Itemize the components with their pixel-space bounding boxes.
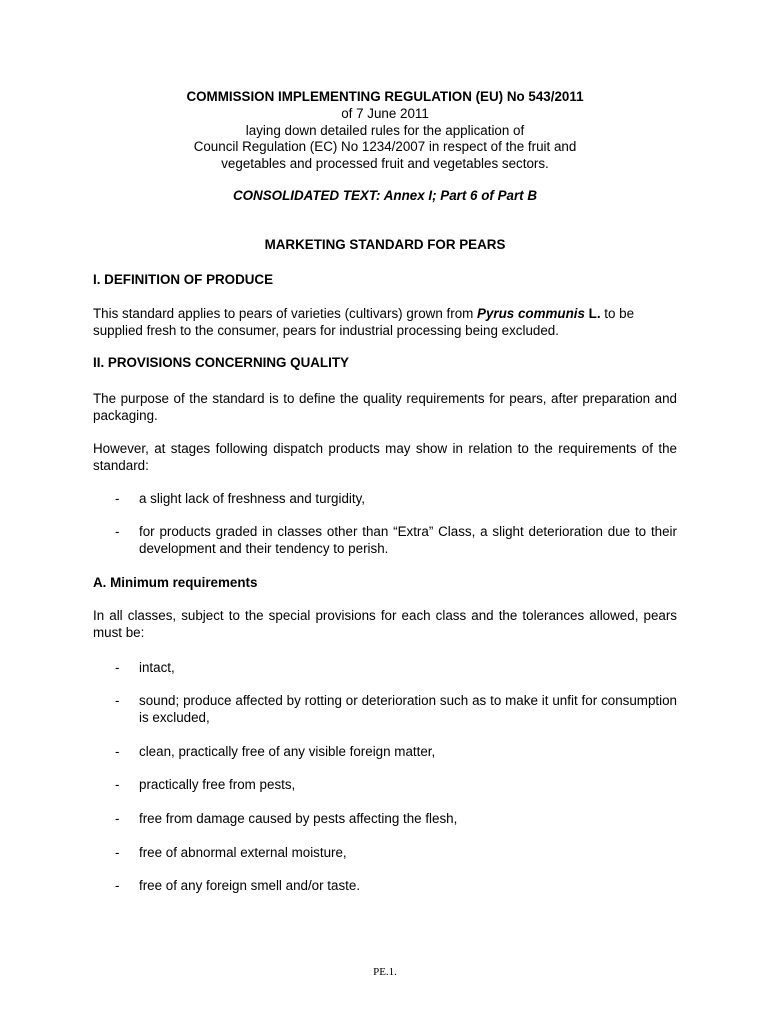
regulation-subtitle-line-2: Council Regulation (EC) No 1234/2007 in respect of the fruit and xyxy=(193,139,577,154)
standard-title: MARKETING STANDARD FOR PEARS xyxy=(264,237,506,252)
species-name: Pyrus communis xyxy=(477,306,585,321)
section-heading-minimum-requirements: A. Minimum requirements xyxy=(93,575,258,590)
bullet-dash: - xyxy=(115,524,120,539)
list-item xyxy=(115,743,677,760)
consolidated-text-label: CONSOLIDATED TEXT: Annex I; Part 6 of Part B xyxy=(232,188,538,203)
section-heading-quality: II. PROVISIONS CONCERNING QUALITY xyxy=(93,355,349,370)
regulation-subtitle-line-3: vegetables and processed fruit and vegetables sectors. xyxy=(221,156,549,171)
list-item xyxy=(115,877,677,894)
quality-purpose-paragraph: The purpose of the standard is to define the quality requirements for pears, after preparation and packaging. xyxy=(93,391,677,423)
bullet-dash: - xyxy=(115,845,120,860)
list-item-text: for products graded in classes other than “Extra” Class, a slight deterioration due to their development and their tendency to perish. xyxy=(139,524,677,556)
bullet-dash: - xyxy=(115,811,120,826)
list-item-text: free from damage caused by pests affecting the flesh, xyxy=(139,811,458,826)
list-item-text: clean, practically free of any visible foreign matter, xyxy=(139,744,436,759)
bullet-dash: - xyxy=(115,693,120,708)
page-number: PE.1. xyxy=(373,966,397,978)
regulation-title: COMMISSION IMPLEMENTING REGULATION (EU) No 543/2011 xyxy=(186,89,584,104)
definition-paragraph xyxy=(93,305,677,339)
bullet-dash: - xyxy=(115,660,120,675)
quality-dispatch-paragraph: However, at stages following dispatch products may show in relation to the requirements of the standard: xyxy=(93,441,677,473)
regulation-date: of 7 June 2011 xyxy=(341,106,429,121)
list-item xyxy=(115,692,677,726)
list-item-text: sound; produce affected by rotting or deterioration such as to make it unfit for consumption is excluded, xyxy=(139,693,677,725)
bullet-dash: - xyxy=(115,777,120,792)
list-item xyxy=(115,523,677,557)
bullet-dash: - xyxy=(115,744,120,759)
definition-text-after: to be supplied fresh to the consumer, pears for industrial processing being excluded. xyxy=(93,306,635,338)
list-item-text: a slight lack of freshness and turgidity, xyxy=(139,491,366,506)
bullet-dash: - xyxy=(115,491,120,506)
list-item xyxy=(115,776,677,793)
list-item-text: practically free from pests, xyxy=(139,777,296,792)
list-item xyxy=(115,844,677,861)
minimum-requirements-intro: In all classes, subject to the special provisions for each class and the tolerances allowed, pears must be: xyxy=(93,608,677,640)
bullet-dash: - xyxy=(115,878,120,893)
list-item-text: free of any foreign smell and/or taste. xyxy=(139,878,361,893)
list-item xyxy=(115,659,677,676)
list-item xyxy=(115,490,677,507)
list-item-text: free of abnormal external moisture, xyxy=(139,845,347,860)
regulation-subtitle-line-1: laying down detailed rules for the application of xyxy=(245,123,525,138)
species-author: L. xyxy=(584,306,601,321)
list-item xyxy=(115,810,677,827)
section-heading-definition: I. DEFINITION OF PRODUCE xyxy=(93,272,274,287)
list-item-text: intact, xyxy=(139,660,175,675)
definition-text-before: This standard applies to pears of varieties (cultivars) grown from xyxy=(93,306,478,321)
